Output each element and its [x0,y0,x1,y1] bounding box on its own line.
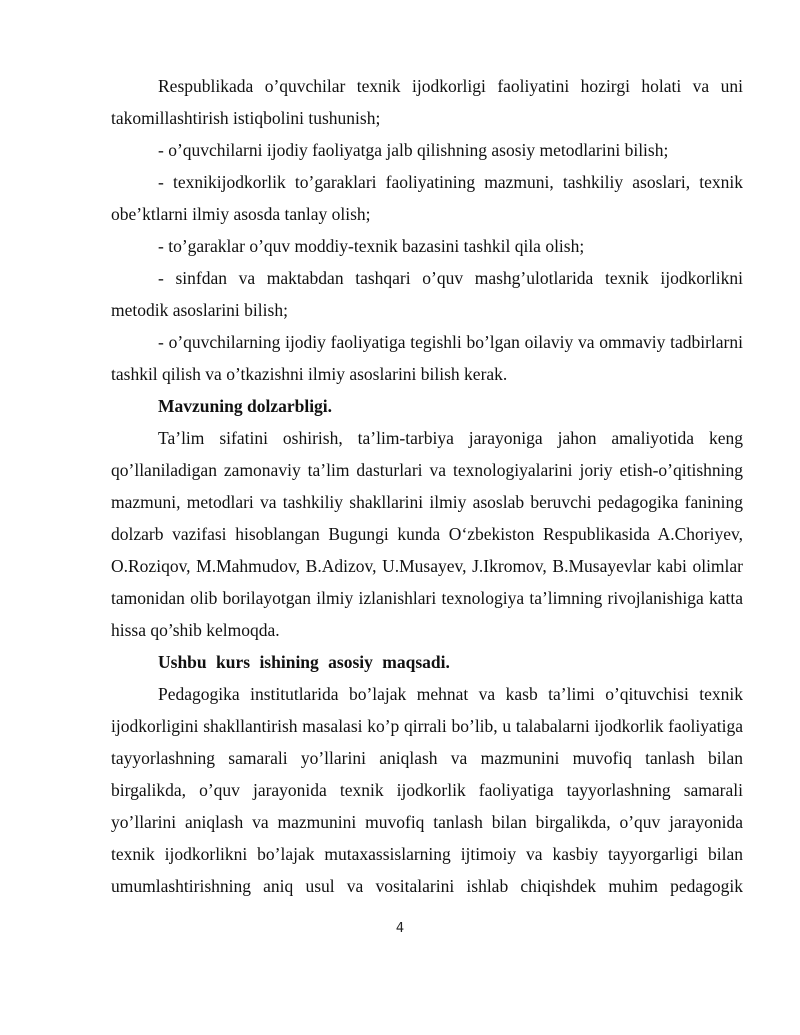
page-number: 4 [395,921,405,936]
paragraph-goal: Pedagogika institutlarida bo’lajak mehnat va kasb ta’limi o’qituvchisi texnik ijodkorligini shakllantirish masalasi ko’p qirrali bo’lib, u talabalarni ijodkorlik faoliyatiga tayyorlashning samarali yo’llarini aniqlash va mazmunini muvofiq tanlash bilan birgalikda, o’quv jarayonida texnik ijodkorlik faoliyatiga tayyorlashning samarali yo’llarini aniqlash va mazmunini muvofiq tanlash bilan birgalikda, o’quv jarayonida texnik ijodkorlikni bo’lajak mutaxassislarning ijtimoiy va kasbiy tayyorgarligi bilan umumlashtirishning aniq usul va vositalarini ishlab chiqishdek muhim pedagogik [111,684,743,896]
section-heading-relevance: Mavzuning dolzarbligi. [158,396,333,416]
list-item: - sinfdan va maktabdan tashqari o’quv mashg’ulotlarida texnik ijodkorlikni metodik asoslarini bilish; [111,268,743,320]
paragraph-relevance: Ta’lim sifatini oshirish, ta’lim-tarbiya jarayoniga jahon amaliyotida keng qo’llaniladigan zamonaviy ta’lim dasturlari va texnologiyalarini joriy etish-o’qitishning mazmuni, metodlari va tashkiliy shakllarini ilmiy asoslab beruvchi pedagogika fanining dolzarb vazifasi hisoblangan Bugungi kunda O‘zbekiston Respublikasida A.Choriyev, O.Roziqov, M.Mahmudov, B.Adizov, U.Musayev, J.Ikromov, B.Musayevlar kabi olimlar tamonidan olib borilayotgan ilmiy izlanishlari texnologiya ta’limning rivojlanishiga katta hissa qo’shib kelmoqda. [111,428,743,640]
section-heading-goal: Ushbu kurs ishining asosiy maqsadi. [158,652,450,672]
list-item: - to’garaklar o’quv moddiy-texnik bazasini tashkil qila olish; [158,236,585,256]
list-item: - texnikijodkorlik to’garaklari faoliyatining mazmuni, tashkiliy asoslari, texnik obe’ktlarni ilmiy asosda tanlay olish; [111,172,743,224]
list-item: - o’quvchilarni ijodiy faoliyatga jalb qilishning asosiy metodlarini bilish; [158,140,669,160]
list-item: - o’quvchilarning ijodiy faoliyatiga tegishli bo’lgan oilaviy va ommaviy tadbirlarni tashkil qilish va o’tkazishni ilmiy asoslarini bilish kerak. [111,332,743,384]
paragraph-intro: Respublikada o’quvchilar texnik ijodkorligi faoliyatini hozirgi holati va uni takomillashtirish istiqbolini tushunish; [111,76,743,128]
document-page [111,70,743,902]
